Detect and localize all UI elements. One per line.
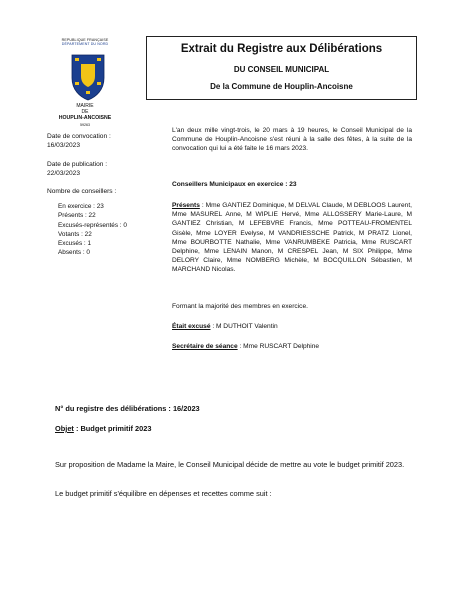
- secretaire-line: [172, 342, 319, 351]
- conseillers-exercice: Conseillers Municipaux en exercice : 23: [172, 181, 297, 188]
- objet-text: : Budget primitif 2023: [73, 424, 152, 433]
- document-subtitle-commune: De la Commune de Houplin-Ancoisne: [210, 82, 353, 91]
- intro-paragraph: L'an deux mille vingt-trois, le 20 mars à 19 heures, le Conseil Municipal de la Commune de Houplin-Ancoisne s'est réuni à la salle des fêtes, à la suite de la convocation qui lui a été faite le 16 mars 2023.: [172, 127, 412, 153]
- republique-text: REPUBLIQUE FRANÇAISE: [61, 38, 109, 42]
- excuse-line: [172, 322, 278, 331]
- count-excuses-representes: Excusés-représentés : 0: [58, 221, 127, 229]
- count-absents: Absents : 0: [58, 249, 90, 257]
- zip-code: 59263: [80, 122, 90, 127]
- objet-label: Objet: [55, 424, 74, 433]
- presents-list: : Mme GANTIEZ Dominique, M DELVAL Claude, M DEBLOOS Laurent, Mme MASUREL Anne, M WIPLIE Hervé, Mme ALLOSSERY Marie-Laure, M GANTIEZ Christian, M LEFEBVRE Francis, Mme POTTEAU-FROMENTEL Gisèle, Mme LOYER Evelyse, M VANDRIESSCHE Patrick, M PRATZ Lionel, Mme BOURBOTTE Nathalie, Mme VANRUMBEKE Patricia, Mme RUSCART Delphine, Mme LENAIN Manon, M CRESPEL Jean, M SIX Philippe, Mme DELORY Claire, Mme NOMBERG Michèle, M BOCQUILLON Sébastien, M MARCHAND Nicolas.: [172, 202, 412, 274]
- conseillers-label: Nombre de conseillers :: [47, 188, 117, 195]
- document-subtitle-council: DU CONSEIL MUNICIPAL: [233, 65, 330, 74]
- convocation-label: Date de convocation :: [47, 133, 111, 140]
- secretaire-name: : Mme RUSCART Delphine: [237, 343, 320, 350]
- departement-text: DÉPARTEMENT DU NORD: [61, 42, 109, 47]
- publication-label: Date de publication :: [47, 161, 108, 168]
- majorite-text: Formant la majorité des membres en exercice.: [172, 303, 308, 310]
- count-votants: Votants : 22: [58, 230, 92, 238]
- town-crest-icon: [68, 52, 108, 102]
- secretaire-label: Secrétaire de séance: [172, 343, 238, 350]
- objet-line: [55, 424, 152, 434]
- publication-date: 22/03/2023: [47, 170, 81, 177]
- document-title: Extrait du Registre aux Délibérations: [180, 43, 383, 55]
- proposition-paragraph: Sur proposition de Madame la Maire, le Conseil Municipal décide de mettre au vote le budget primitif 2023.: [55, 460, 405, 469]
- presents-label: Présents: [172, 202, 200, 209]
- count-en-exercice: En exercice : 23: [58, 203, 104, 210]
- title-box: [146, 36, 417, 100]
- conseillers-counts: [58, 202, 127, 258]
- mairie-text: MAIRIE: [76, 103, 94, 109]
- logo-mairie-text: [40, 103, 130, 128]
- count-excuses: Excusés : 1: [58, 240, 92, 248]
- logo-header-text: [40, 38, 130, 47]
- convocation-date: 16/03/2023: [47, 142, 81, 149]
- excuse-name: : M DUTHOIT Valentin: [210, 323, 278, 330]
- presents-paragraph: [172, 201, 412, 275]
- count-presents: Présents : 22: [58, 212, 96, 220]
- town-name: HOUPLIN-ANCOISNE: [58, 115, 112, 122]
- de-text: DE: [81, 109, 89, 116]
- excuse-label: Était excusé: [172, 323, 211, 330]
- equilibre-paragraph: Le budget primitif s'équilibre en dépenses et recettes comme suit :: [55, 489, 272, 498]
- registre-number: N° du registre des délibérations : 16/2023: [55, 404, 200, 413]
